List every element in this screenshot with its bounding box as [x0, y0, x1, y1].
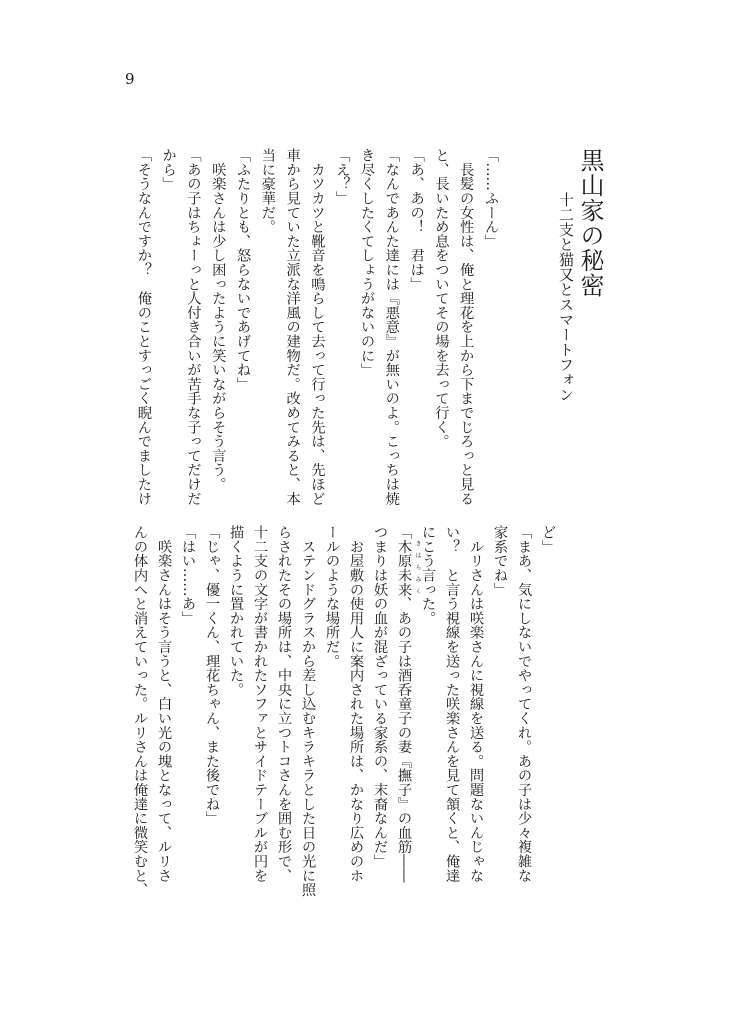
text-line: んの体内へと消えていった。ルリさんは俺達に微笑むと、	[132, 525, 148, 897]
ruby-reading: きはらみく	[414, 540, 421, 600]
text-line: 「……ふーん」	[483, 148, 499, 249]
chapter-subtitle: 十二支と猫又とスマートフォン	[557, 192, 575, 402]
body-text-lower	[128, 525, 560, 897]
text-line: 車から見ていた立派な洋風の建物だ。改めてみると、本	[284, 148, 301, 506]
text-line: 「なんであんた達には『悪意』が無いのよ。こっちは焼	[383, 148, 400, 506]
text-line: と、長いため息をついてその場を去って行く。	[433, 148, 450, 449]
chapter-title: 黒山家の秘密	[576, 148, 604, 298]
text-line: 「あの子はちょーっと人付き合いが苦手な子ってだけだ	[185, 148, 202, 506]
text-line: カツカツと靴音を鳴らして去って行った先は、先ほど	[309, 148, 326, 506]
body-text-upper	[131, 148, 503, 508]
text-line: お屋敷の使用人に案内された場所は、かなり広めのホ	[348, 525, 364, 883]
text-line: 描くように置かれていた。	[228, 525, 244, 697]
text-line: 「あ、あの！ 君は」	[408, 148, 425, 291]
text-line: 咲楽さんはそう言うと、白い光の塊となって、ルリさ	[156, 525, 172, 883]
text-line: から」	[160, 148, 177, 191]
text-line: らされたその場所は、中央に立つトコさんを囲む形で、	[276, 525, 292, 883]
page-number: 9	[125, 70, 135, 88]
text-line: 十二支の文字が書かれたソファとサイドテーブルが円を	[252, 525, 268, 883]
text-line: 「じゃ、優一くん、理花ちゃん、また後でね」	[204, 525, 220, 826]
text-line: 「はい……あ」	[180, 525, 196, 626]
text-line: き尽くしたくてしょうがないのに」	[359, 148, 376, 377]
text-line: つまりは妖の血が混ざっている家系の、末裔なんだ」	[372, 525, 388, 869]
text-line: ど」	[540, 525, 556, 554]
text-line: ルリさんは咲楽さんに視線を送る。問題ないんじゃな	[468, 525, 484, 883]
text-line: 「え？」	[334, 148, 351, 206]
text-line: ールのような場所だ。	[324, 525, 340, 668]
text-line: にこう言った。	[420, 525, 436, 626]
text-line: い？ と言う視線を送った咲楽さんを見て頷くと、俺達	[444, 525, 460, 883]
text-line: 「そうなんですか？ 俺のことすっごく睨んでましたけ	[135, 148, 152, 506]
text-line: 咲楽さんは少し困ったように笑いながらそう言う。	[210, 148, 227, 492]
text-line: 家系でね」	[492, 525, 508, 597]
text-line: 「木原未来、あの子は酒呑童子の妻『撫子』の血筋――	[396, 525, 412, 883]
text-line: 当に豪華だ。	[259, 148, 276, 234]
text-line: 長髪の女性は、俺と理花を上から下までじろっと見る	[458, 148, 475, 506]
text-line: 「ふたりとも、怒らないであげてね」	[235, 148, 252, 392]
text-line: ステンドグラスから差し込むキラキラとした日の光に照	[300, 525, 316, 897]
text-line: 「まあ、気にしないでやってくれ。あの子は少々複雑な	[516, 525, 532, 883]
